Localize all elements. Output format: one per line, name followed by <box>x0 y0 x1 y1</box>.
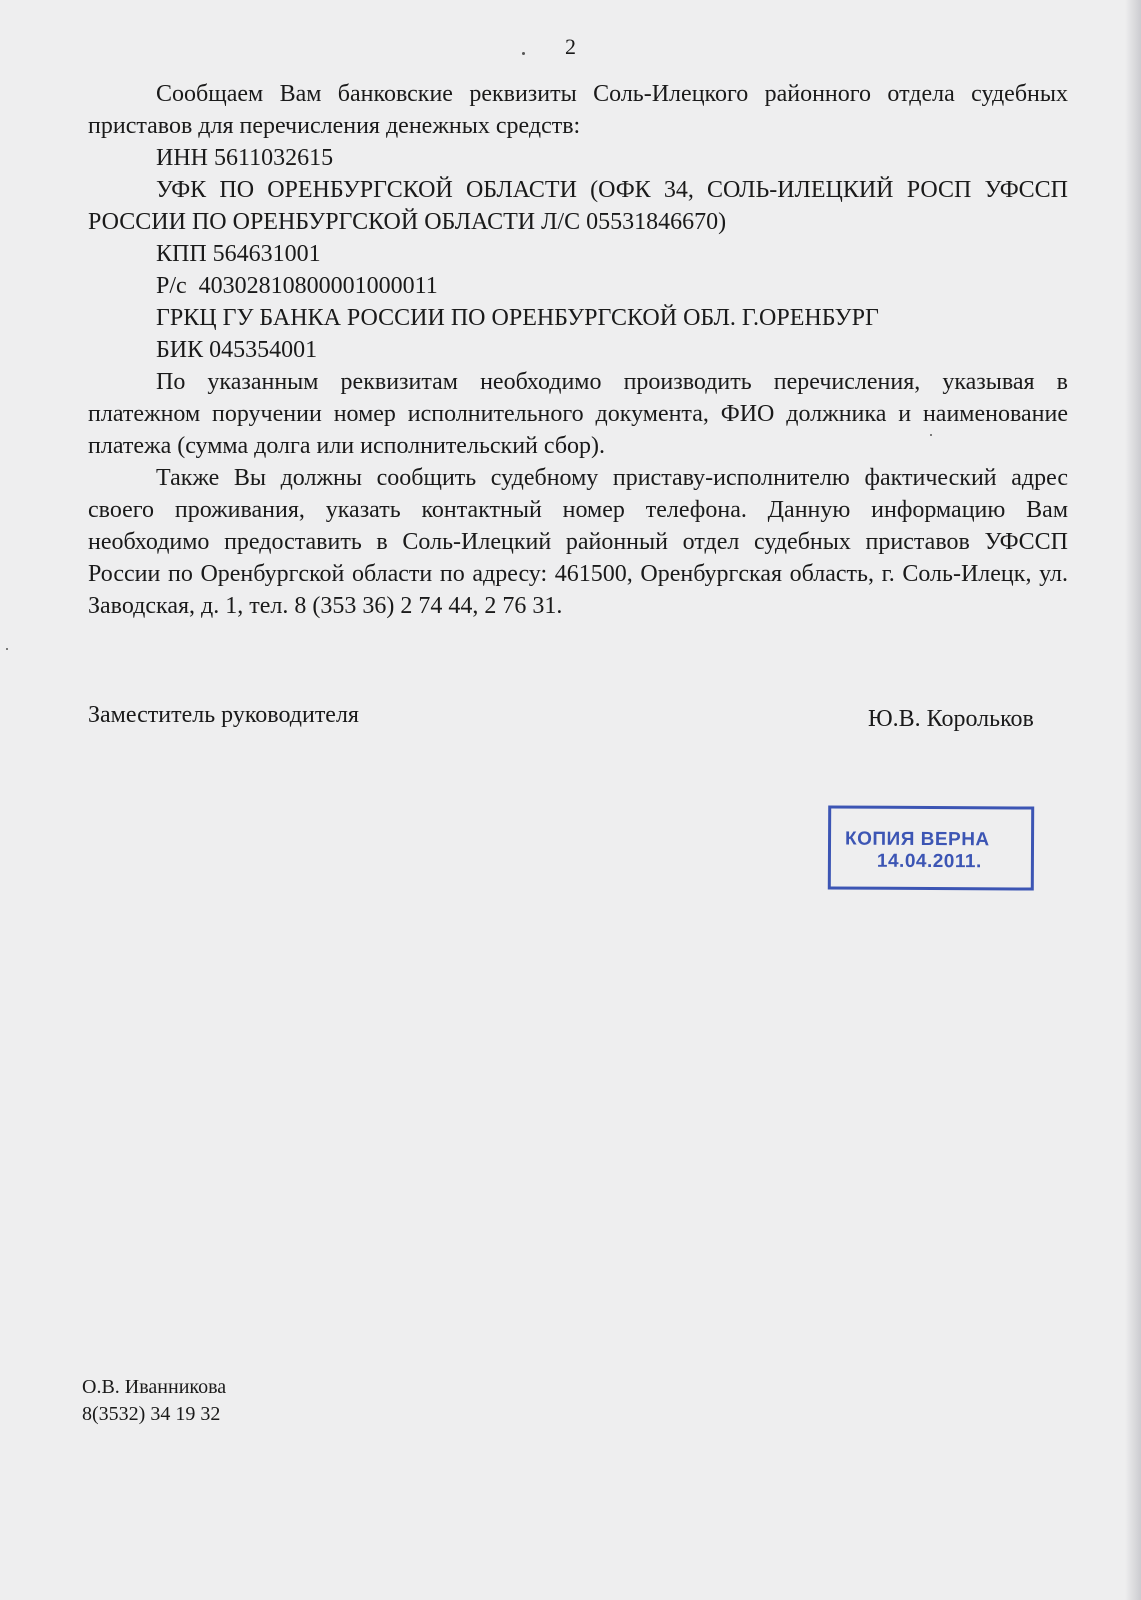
scan-speck <box>930 434 932 436</box>
intro-paragraph: Сообщаем Вам банковские реквизиты Соль-Илецкого районного отдела судебных приставов для перечисления денежных средств: <box>88 81 1068 139</box>
ufk-field: УФК ПО ОРЕНБУРГСКОЙ ОБЛАСТИ (ОФК 34, СОЛЬ-ИЛЕЦКИЙ РОСП УФССП РОССИИ ПО ОРЕНБУРГСКОЙ ОБЛАСТИ Л/С 05531846670) <box>88 177 1068 235</box>
executor-name: О.В. Иванникова <box>82 1376 227 1398</box>
signatory-name: Ю.В. Корольков <box>868 706 1034 732</box>
scan-speck <box>522 52 525 55</box>
page-number: 2 <box>565 34 576 59</box>
account-field: Р/с 40302810800001000011 <box>156 273 438 299</box>
stamp-date: 14.04.2011. <box>876 850 982 873</box>
scan-speck <box>6 648 8 650</box>
instructions-paragraph: По указанным реквизитам необходимо производить перечисления, указывая в платежном поручении номер исполнительного документа, ФИО должника и наименование платежа (сумма долга или исполнительский сбор). <box>88 369 1068 459</box>
executor-block <box>82 1374 226 1428</box>
inn-field: ИНН 5611032615 <box>156 145 334 171</box>
address-request-paragraph: Также Вы должны сообщить судебному приставу-исполнителю фактический адрес своего проживания, указать контактный номер телефона. Данную информацию Вам необходимо предоставить в Соль-Илецкий районный отдел судебных приставов УФССП России по Оренбургской области по адресу: 461500, Оренбургская область, г. Соль-Илецк, ул. Заводская, д. 1, тел. 8 (353 36) 2 74 44, 2 76 31. <box>88 465 1068 619</box>
bank-field: ГРКЦ ГУ БАНКА РОССИИ ПО ОРЕНБУРГСКОЙ ОБЛ. Г.ОРЕНБУРГ <box>156 305 879 331</box>
letter-body <box>88 78 1068 622</box>
executor-phone: 8(3532) 34 19 32 <box>82 1403 221 1425</box>
bik-field: БИК 045354001 <box>156 337 318 363</box>
kpp-field: КПП 564631001 <box>156 241 321 267</box>
stamp-title: КОПИЯ ВЕРНА <box>844 828 990 851</box>
copy-certified-stamp <box>828 805 1034 890</box>
signatory-role: Заместитель руководителя <box>88 702 359 728</box>
scan-edge-shadow <box>1125 0 1141 1600</box>
